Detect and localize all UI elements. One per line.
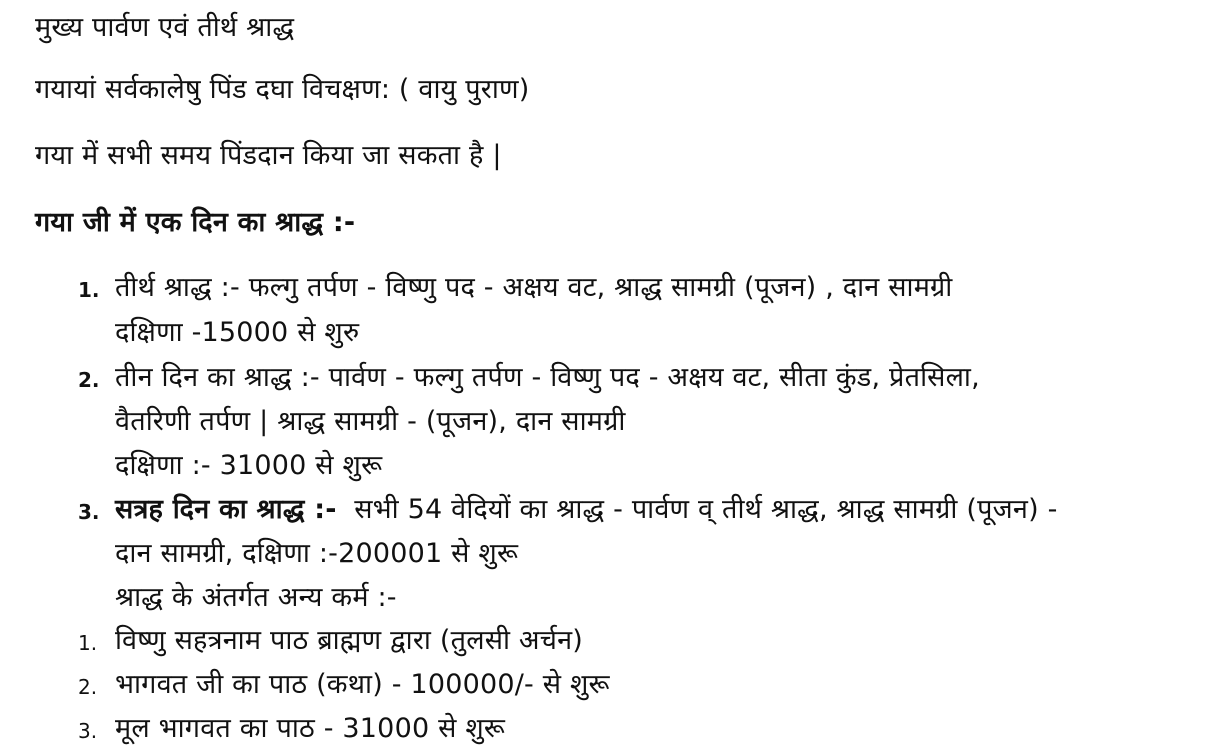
list1-item2-line3: दक्षिणा :- 31000 से शुरू <box>115 450 383 481</box>
section-heading: गया जी में एक दिन का श्राद्ध :- <box>35 207 356 238</box>
intro-line-3: गया में सभी समय पिंडदान किया जा सकता है | <box>35 140 502 171</box>
list2-item1-number: 1. <box>78 631 98 655</box>
list1-item1-line2: दक्षिणा -15000 से शुरु <box>115 317 360 348</box>
list1-item3-line1 <box>115 490 1058 530</box>
list2-item3-text: मूल भागवत का पाठ - 31000 से शुरू <box>115 713 506 744</box>
list1-item2-number: 2. <box>78 368 100 392</box>
list2-item2-number: 2. <box>78 675 98 699</box>
list1-item3-rest: सभी 54 वेदियों का श्राद्ध - पार्वण व् तीर्थ श्राद्ध, श्राद्ध सामग्री (पूजन) - <box>336 494 1058 525</box>
intro-line-1: मुख्य पार्वण एवं तीर्थ श्राद्ध <box>35 12 295 43</box>
list2-item2-text: भागवत जी का पाठ (कथा) - 100000/- से शुरू <box>115 669 610 700</box>
list2-item1-text: विष्णु सहत्रनाम पाठ ब्राह्मण द्वारा (तुलसी अर्चन) <box>115 625 584 656</box>
list2-item3-number: 3. <box>78 719 98 743</box>
list1-item3-bold-part: सत्रह दिन का श्राद्ध :- <box>115 494 337 525</box>
list1-item3-number: 3. <box>78 500 100 524</box>
list1-item1-number: 1. <box>78 278 100 302</box>
list1-item3-line2: दान सामग्री, दक्षिणा :-200001 से शुरू <box>115 538 519 569</box>
list1-item2-line1: तीन दिन का श्राद्ध :- पार्वण - फल्गु तर्पण - विष्णु पद - अक्षय वट, सीता कुंड, प्रेतसिला, <box>115 362 980 393</box>
list1-item3-line3: श्राद्ध के अंतर्गत अन्य कर्म :- <box>115 582 397 613</box>
list1-item1-line1: तीर्थ श्राद्ध :- फल्गु तर्पण - विष्णु पद - अक्षय वट, श्राद्ध सामग्री (पूजन) , दान सामग्री <box>115 272 953 303</box>
list1-item2-line2: वैतरिणी तर्पण | श्राद्ध सामग्री - (पूजन), दान सामग्री <box>115 406 626 437</box>
intro-line-2: गयायां सर्वकालेषु पिंड दघा विचक्षण: ( वायु पुराण) <box>35 74 530 105</box>
